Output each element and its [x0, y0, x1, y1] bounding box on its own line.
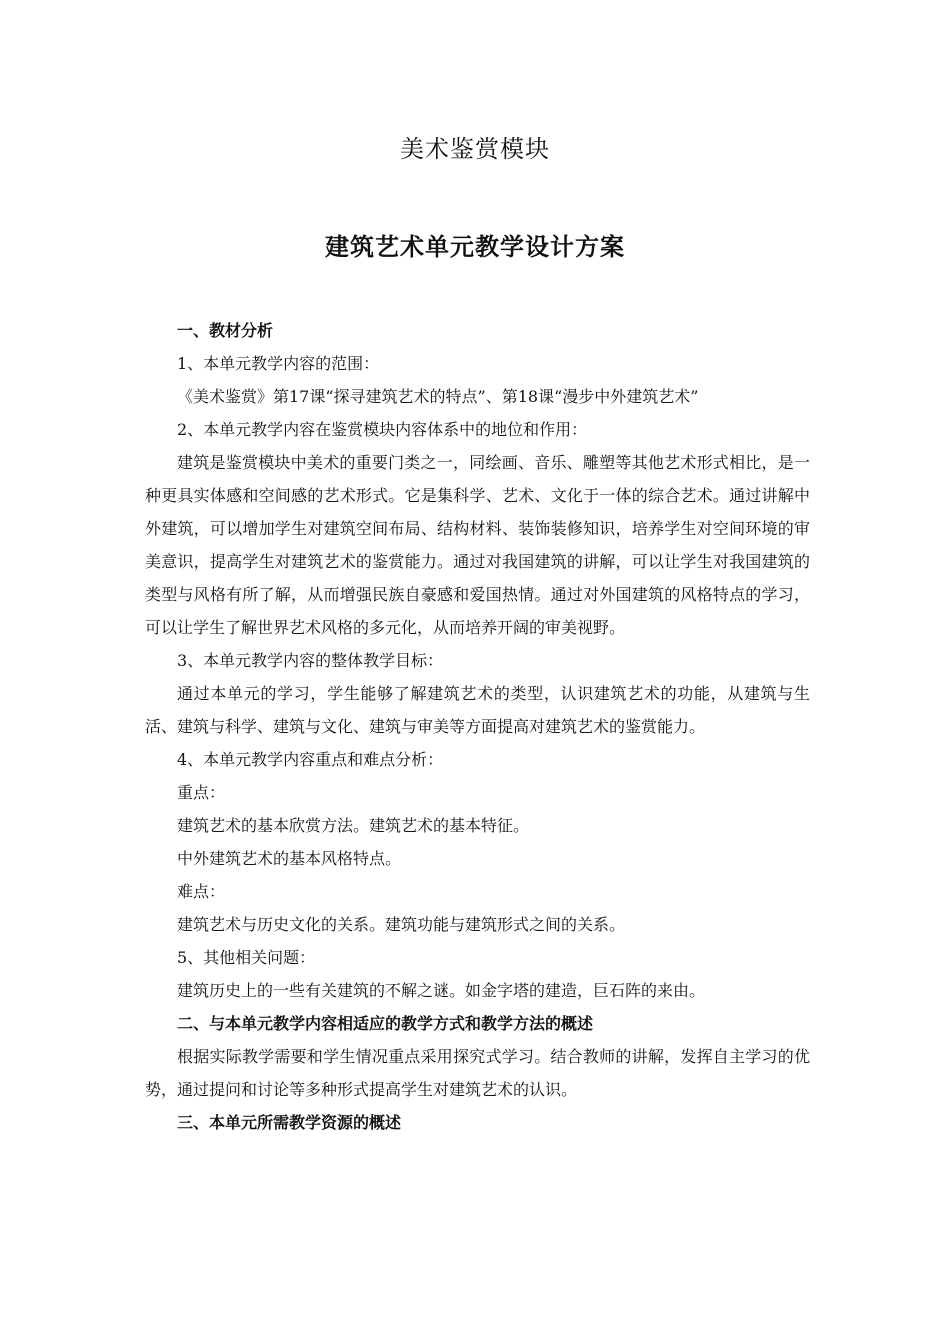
document-subtitle: 建筑艺术单元教学设计方案 — [325, 233, 625, 261]
item-1-heading: 1、本单元教学内容的范围： — [177, 354, 380, 373]
section-heading-1: 一、教材分析 — [177, 321, 274, 340]
item-3-text: 通过本单元的学习，学生能够了解建筑艺术的类型，认识建筑艺术的功能，从建筑与生活、建筑与科学、建筑与文化、建筑与审美等方面提高对建筑艺术的鉴赏能力。 — [145, 684, 810, 736]
item-3-heading: 3、本单元教学内容的整体教学目标： — [177, 651, 444, 670]
document-body — [145, 314, 810, 1139]
difficulty-1: 建筑艺术与历史文化的关系。建筑功能与建筑形式之间的关系。 — [177, 915, 626, 934]
item-2-text: 建筑是鉴赏模块中美术的重要门类之一，同绘画、音乐、雕塑等其他艺术形式相比，是一种更具实体感和空间感的艺术形式。它是集科学、艺术、文化于一体的综合艺术。通过讲解中外建筑，可以增加学生对建筑空间布局、结构材料、装饰装修知识，培养学生对空间环境的审美意识，提高学生对建筑艺术的鉴赏能力。通过对我国建筑的讲解，可以让学生对我国建筑的类型与风格有所了解，从而增强民族自豪感和爱国热情。通过对外国建筑的风格特点的学习，可以让学生了解世界艺术风格的多元化，从而培养开阔的审美视野。 — [145, 453, 810, 637]
item-4-heading: 4、本单元教学内容重点和难点分析： — [177, 750, 444, 769]
section-heading-2: 二、与本单元教学内容相适应的教学方式和教学方法的概述 — [177, 1014, 594, 1033]
item-5-heading: 5、其他相关问题： — [177, 948, 316, 967]
key-points-label: 重点： — [177, 783, 226, 802]
key-point-1: 建筑艺术的基本欣赏方法。建筑艺术的基本特征。 — [177, 816, 530, 835]
document-title: 美术鉴赏模块 — [400, 135, 550, 163]
item-2-heading: 2、本单元教学内容在鉴赏模块内容体系中的地位和作用： — [177, 420, 588, 439]
section-2-text: 根据实际教学需要和学生情况重点采用探究式学习。结合教师的讲解，发挥自主学习的优势，通过提问和讨论等多种形式提高学生对建筑艺术的认识。 — [145, 1047, 810, 1099]
key-point-2: 中外建筑艺术的基本风格特点。 — [177, 849, 402, 868]
item-5-text: 建筑历史上的一些有关建筑的不解之谜。如金字塔的建造，巨石阵的来由。 — [177, 981, 706, 1000]
section-heading-3: 三、本单元所需教学资源的概述 — [177, 1113, 402, 1132]
difficulties-label: 难点： — [177, 882, 226, 901]
item-1-text: 《美术鉴赏》第17课“探寻建筑艺术的特点”、第18课“漫步中外建筑艺术” — [177, 387, 699, 406]
